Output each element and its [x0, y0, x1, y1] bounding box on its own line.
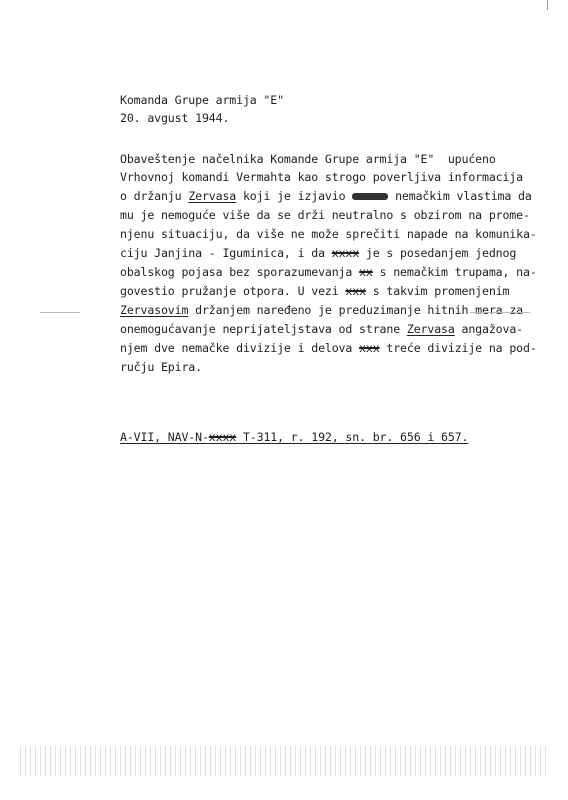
struck-text: xxxx [331, 246, 360, 260]
struck-text: xxxx [208, 430, 237, 444]
body-text: o držanju [120, 189, 189, 203]
body-text: s takvim promenjenim [365, 284, 510, 298]
paper-smudge [470, 312, 530, 313]
underlined-name: Zervasovim [120, 303, 189, 317]
body-text: je s posedanjem jednog [359, 246, 517, 260]
underlined-name: Zervasa [406, 322, 455, 336]
body-text: držanjem naređeno je preduzimanje hitnih mera za [188, 303, 523, 317]
body-text: onemogućavanje neprijateljstava od strane [120, 322, 407, 336]
scan-noise [20, 746, 550, 776]
body-line: ručju Epira. [120, 360, 202, 374]
body-line [120, 305, 523, 317]
body-text: nemačkim vlastima da [388, 189, 532, 203]
paper-smudge [40, 312, 80, 313]
header-date: 20. avgust 1944. [120, 111, 230, 125]
body-text: govestio pružanje otpora. U vezi [120, 284, 346, 298]
body-line [120, 286, 509, 298]
body-line: Obaveštenje načelnika Komande Grupe armija "E" upućeno [120, 152, 496, 166]
struck-text: xxx [345, 284, 366, 298]
body-line: Vrhovnoj komandi Vermahta kao strogo poverljiva informacija [120, 170, 523, 184]
corner-mark [547, 0, 548, 10]
struck-text: xx [359, 265, 373, 279]
body-line [120, 248, 516, 260]
body-text: angažova- [454, 322, 523, 336]
body-line: njenu situaciju, da više ne može sprečiti napade na komunika- [120, 227, 537, 241]
body-text: ciju Janjina - Iguminica, i da [120, 246, 332, 260]
body-line [120, 191, 532, 203]
header-command: Komanda Grupe armija "E" [120, 93, 284, 107]
body-text: s nemačkim trupama, na- [372, 265, 537, 279]
redaction-blot [352, 193, 388, 200]
body-text: koji je izjavio [236, 189, 353, 203]
reference-text: A-VII, NAV-N- [120, 430, 209, 444]
body-line [120, 324, 523, 336]
body-line: mu je nemoguće više da se drži neutralno s obzirom na prome- [120, 208, 530, 222]
underlined-name: Zervasa [188, 189, 237, 203]
struck-text: xxx [359, 341, 380, 355]
reference-text: T-311, r. 192, sn. br. 656 i 657. [236, 430, 469, 444]
archive-reference [120, 432, 468, 444]
body-text: njem dve nemačke divizije i delova [120, 341, 360, 355]
body-line [120, 267, 537, 279]
body-text: obalskog pojasa bez sporazumevanja [120, 265, 360, 279]
body-line [120, 343, 537, 355]
body-text: treće divizije na pod- [379, 341, 537, 355]
